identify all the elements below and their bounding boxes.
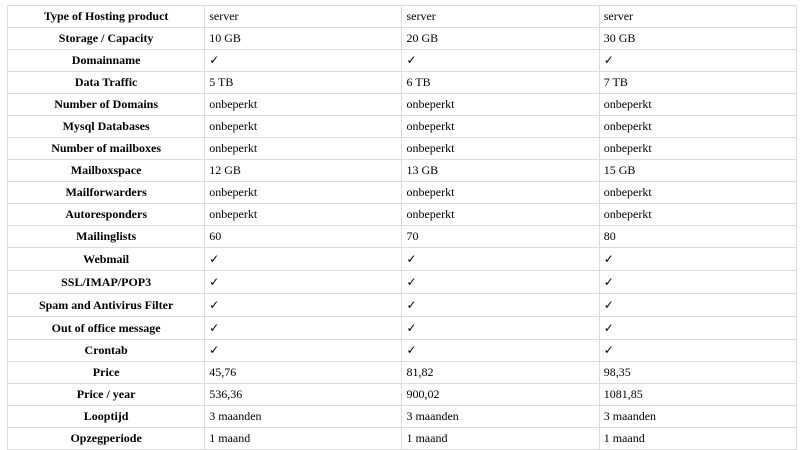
check-mark-icon: ✓ xyxy=(205,317,402,340)
check-mark-icon: ✓ xyxy=(402,294,599,317)
row-label: Type of Hosting product xyxy=(8,6,205,28)
cell-value: 3 maanden xyxy=(205,406,402,428)
cell-value: onbeperkt xyxy=(205,94,402,116)
cell-value: 60 xyxy=(205,226,402,248)
cell-value: 15 GB xyxy=(599,160,796,182)
row-label: Mailboxspace xyxy=(8,160,205,182)
cell-value: 81,82 xyxy=(402,362,599,384)
cell-value: 1 maand xyxy=(402,428,599,450)
table-row-mailboxspace xyxy=(8,160,797,182)
cell-value: onbeperkt xyxy=(402,116,599,138)
table-row-spam-antivirus xyxy=(8,294,797,317)
check-mark-icon: ✓ xyxy=(205,248,402,271)
row-label: Spam and Antivirus Filter xyxy=(8,294,205,317)
row-label: Mailforwarders xyxy=(8,182,205,204)
cell-value: 10 GB xyxy=(205,28,402,50)
cell-value: onbeperkt xyxy=(205,116,402,138)
row-label: Storage / Capacity xyxy=(8,28,205,50)
table-row-autoresponders xyxy=(8,204,797,226)
row-label: Mysql Databases xyxy=(8,116,205,138)
cell-value: 1081,85 xyxy=(599,384,796,406)
cell-value: onbeperkt xyxy=(599,182,796,204)
cell-value: 1 maand xyxy=(599,428,796,450)
cell-value: 3 maanden xyxy=(402,406,599,428)
table-row-hosting-type xyxy=(8,6,797,28)
cell-value: 70 xyxy=(402,226,599,248)
cell-value: onbeperkt xyxy=(599,94,796,116)
row-label: Number of mailboxes xyxy=(8,138,205,160)
table-row-mailinglists xyxy=(8,226,797,248)
cell-value: onbeperkt xyxy=(402,204,599,226)
check-mark-icon: ✓ xyxy=(599,50,796,72)
hosting-comparison-table xyxy=(7,5,797,450)
cell-value: onbeperkt xyxy=(402,94,599,116)
row-label: Domainname xyxy=(8,50,205,72)
table-row-number-of-domains xyxy=(8,94,797,116)
row-label: Crontab xyxy=(8,340,205,362)
table-row-domainname xyxy=(8,50,797,72)
cell-value: onbeperkt xyxy=(599,204,796,226)
check-mark-icon: ✓ xyxy=(402,248,599,271)
cell-value: onbeperkt xyxy=(205,182,402,204)
cell-value: 45,76 xyxy=(205,362,402,384)
check-mark-icon: ✓ xyxy=(402,317,599,340)
cell-value: server xyxy=(599,6,796,28)
row-label: Out of office message xyxy=(8,317,205,340)
check-mark-icon: ✓ xyxy=(205,271,402,294)
check-mark-icon: ✓ xyxy=(402,271,599,294)
row-label: Looptijd xyxy=(8,406,205,428)
cell-value: 20 GB xyxy=(402,28,599,50)
cell-value: 6 TB xyxy=(402,72,599,94)
cell-value: server xyxy=(205,6,402,28)
check-mark-icon: ✓ xyxy=(205,294,402,317)
row-label: Number of Domains xyxy=(8,94,205,116)
check-mark-icon: ✓ xyxy=(205,340,402,362)
check-mark-icon: ✓ xyxy=(205,50,402,72)
row-label: Autoresponders xyxy=(8,204,205,226)
table-row-webmail xyxy=(8,248,797,271)
table-row-mailforwarders xyxy=(8,182,797,204)
table-row-crontab xyxy=(8,340,797,362)
cell-value: onbeperkt xyxy=(205,204,402,226)
cell-value: 80 xyxy=(599,226,796,248)
cell-value: 30 GB xyxy=(599,28,796,50)
cell-value: onbeperkt xyxy=(402,138,599,160)
row-label: SSL/IMAP/POP3 xyxy=(8,271,205,294)
row-label: Mailinglists xyxy=(8,226,205,248)
table-row-data-traffic xyxy=(8,72,797,94)
table-row-price-year xyxy=(8,384,797,406)
table-row-price xyxy=(8,362,797,384)
check-mark-icon: ✓ xyxy=(599,248,796,271)
table-row-ssl-imap-pop3 xyxy=(8,271,797,294)
cell-value: onbeperkt xyxy=(599,138,796,160)
table-row-storage xyxy=(8,28,797,50)
check-mark-icon: ✓ xyxy=(402,50,599,72)
table-row-mysql-databases xyxy=(8,116,797,138)
check-mark-icon: ✓ xyxy=(599,271,796,294)
row-label: Webmail xyxy=(8,248,205,271)
cell-value: onbeperkt xyxy=(205,138,402,160)
table-row-number-of-mailboxes xyxy=(8,138,797,160)
row-label: Price xyxy=(8,362,205,384)
cell-value: 536,36 xyxy=(205,384,402,406)
table-row-out-of-office xyxy=(8,317,797,340)
cell-value: 900,02 xyxy=(402,384,599,406)
cell-value: onbeperkt xyxy=(599,116,796,138)
table-row-opzegperiode xyxy=(8,428,797,450)
check-mark-icon: ✓ xyxy=(402,340,599,362)
cell-value: 12 GB xyxy=(205,160,402,182)
cell-value: 3 maanden xyxy=(599,406,796,428)
table-body xyxy=(8,6,797,450)
cell-value: 5 TB xyxy=(205,72,402,94)
cell-value: server xyxy=(402,6,599,28)
check-mark-icon: ✓ xyxy=(599,317,796,340)
cell-value: 7 TB xyxy=(599,72,796,94)
row-label: Price / year xyxy=(8,384,205,406)
row-label: Data Traffic xyxy=(8,72,205,94)
cell-value: 1 maand xyxy=(205,428,402,450)
check-mark-icon: ✓ xyxy=(599,294,796,317)
check-mark-icon: ✓ xyxy=(599,340,796,362)
cell-value: 13 GB xyxy=(402,160,599,182)
cell-value: onbeperkt xyxy=(402,182,599,204)
table-row-looptijd xyxy=(8,406,797,428)
cell-value: 98,35 xyxy=(599,362,796,384)
row-label: Opzegperiode xyxy=(8,428,205,450)
